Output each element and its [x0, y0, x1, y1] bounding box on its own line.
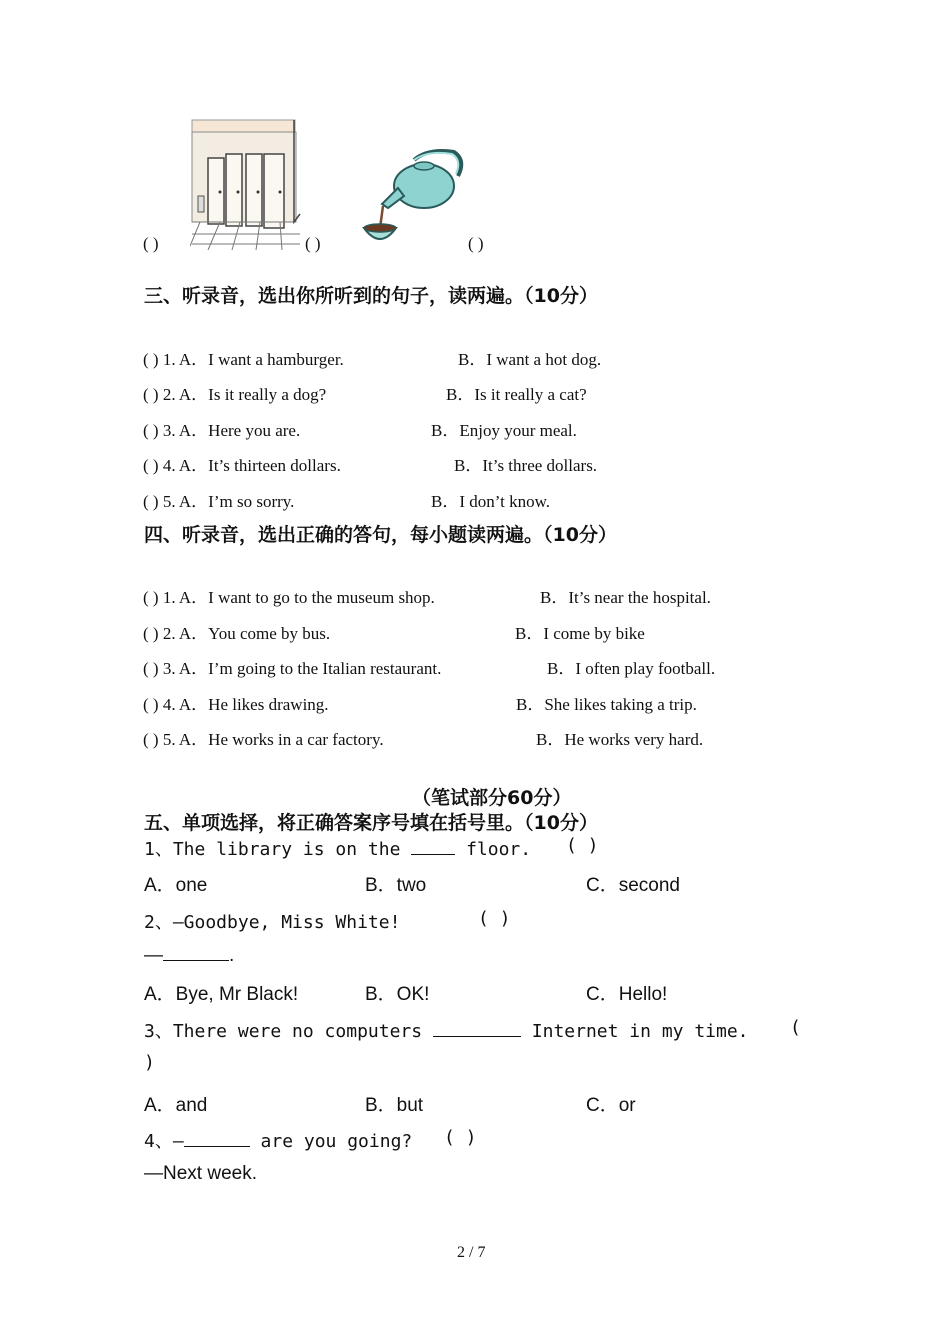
page-number: 2 / 7 — [457, 1244, 486, 1261]
section4-title: 四、听录音，选出正确的答句，每小题读两遍。（10分） — [144, 524, 617, 546]
section3-q5-a: ( ) 5. A．I’m so sorry. — [143, 492, 295, 511]
section3-q3-a: ( ) 3. A．Here you are. — [143, 421, 301, 440]
q1-option-a: A．one — [144, 875, 208, 896]
section3-q3-b: B．Enjoy your meal. — [431, 421, 577, 440]
q2-stem: 2、—Goodbye, Miss White! — [144, 912, 401, 933]
section3-q5-b: B．I don’t know. — [431, 492, 550, 511]
q4-answer-paren[interactable]: ( ) — [444, 1127, 477, 1148]
section4-q1-b: B．It’s near the hospital. — [540, 588, 711, 607]
q1-option-b: B．two — [365, 875, 427, 896]
q1-answer-paren[interactable]: ( ) — [566, 835, 599, 856]
section3-q2-a: ( ) 2. A．Is it really a dog? — [143, 385, 327, 404]
section4-q1-a: ( ) 1. A．I want to go to the museum shop. — [143, 588, 435, 607]
q4-stem: 4、— are you going? — [144, 1131, 413, 1152]
picture-answer-paren-3[interactable]: ( ) — [468, 234, 484, 253]
q2-response-line: — . — [144, 945, 235, 966]
section4-q3-a: ( ) 3. A．I’m going to the Italian restaurant. — [143, 659, 442, 678]
q2-option-b: B．OK! — [365, 984, 430, 1005]
q1-stem: 1、The library is on the floor. — [144, 839, 532, 860]
section4-q4-b: B．She likes taking a trip. — [516, 695, 697, 714]
q4-answer-line: —Next week. — [144, 1163, 257, 1184]
section3-q1-b: B．I want a hot dog. — [458, 350, 602, 369]
section4-q4-a: ( ) 4. A．He likes drawing. — [143, 695, 329, 714]
section3-title: 三、听录音，选出你所听到的句子，读两遍。（10分） — [144, 285, 598, 307]
section4-q2-b: B．I come by bike — [515, 624, 645, 643]
section3-q2-b: B．Is it really a cat? — [446, 385, 587, 404]
q3-blank — [433, 1020, 521, 1037]
q2-answer-paren[interactable]: ( ) — [478, 908, 511, 929]
q3-stem: 3、There were no computers Internet in my time. — [144, 1021, 749, 1042]
q2-option-a: A．Bye, Mr Black! — [144, 984, 299, 1005]
section4-q3-b: B．I often play football. — [547, 659, 716, 678]
q2-option-c: C．Hello! — [586, 984, 668, 1005]
section3-q4-b: B．It’s three dollars. — [454, 456, 598, 475]
q3-option-b: B．but — [365, 1095, 424, 1116]
section3-q1-a: ( ) 1. A．I want a hamburger. — [143, 350, 344, 369]
q1-blank — [411, 838, 455, 855]
section4-q2-a: ( ) 2. A．You come by bus. — [143, 624, 331, 643]
section5-title: 五、单项选择，将正确答案序号填在括号里。（10分） — [144, 812, 598, 834]
teapot-picture — [358, 146, 468, 250]
toilet-picture — [190, 118, 302, 252]
section4-q5-b: B．He works very hard. — [536, 730, 704, 749]
q3-paren-open[interactable]: ( — [790, 1017, 801, 1038]
written-part-heading: （笔试部分60分） — [412, 787, 572, 809]
q3-option-c: C．or — [586, 1095, 636, 1116]
section4-q5-a: ( ) 5. A．He works in a car factory. — [143, 730, 384, 749]
q2-blank — [163, 944, 229, 961]
q4-blank — [184, 1130, 250, 1147]
q3-paren-close[interactable]: ) — [144, 1052, 155, 1073]
q3-option-a: A．and — [144, 1095, 208, 1116]
section3-q4-a: ( ) 4. A．It’s thirteen dollars. — [143, 456, 341, 475]
picture-answer-paren-1[interactable]: ( ) — [143, 234, 159, 253]
q1-option-c: C．second — [586, 875, 680, 896]
picture-answer-paren-2[interactable]: ( ) — [305, 234, 321, 253]
